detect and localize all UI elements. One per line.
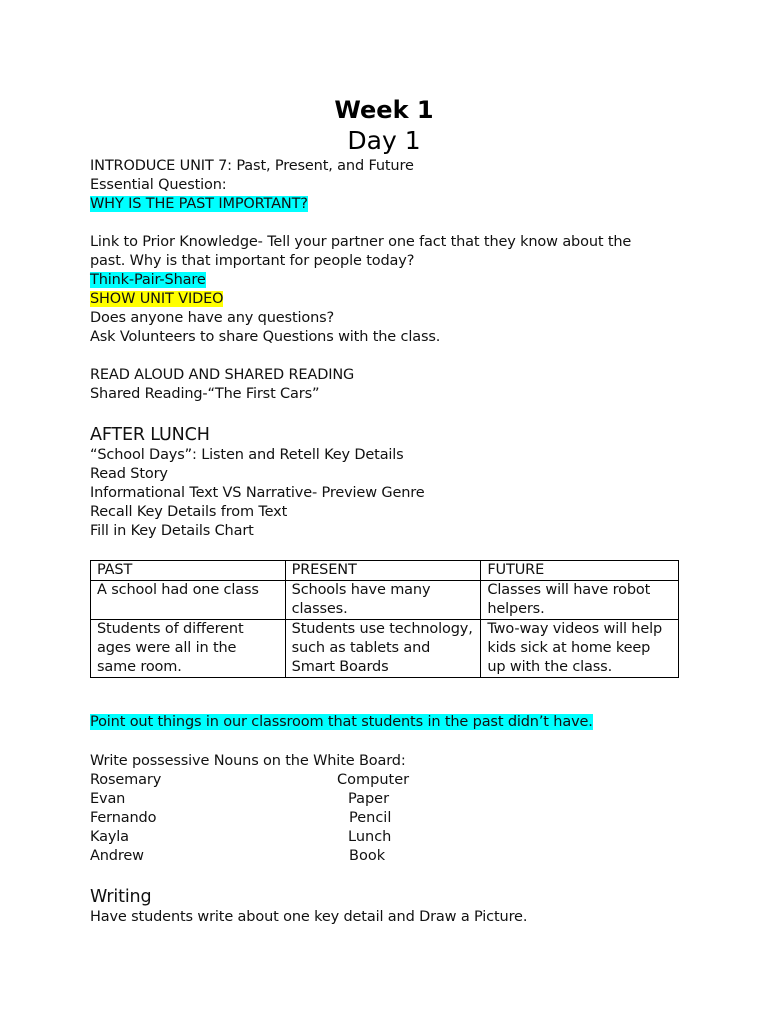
read-aloud-title: READ ALOUD AND SHARED READING bbox=[90, 367, 355, 383]
unit-intro: INTRODUCE UNIT 7: Past, Present, and Future bbox=[90, 158, 414, 174]
column-header-present: PRESENT bbox=[285, 561, 481, 581]
writing-heading: Writing bbox=[90, 887, 152, 907]
think-pair-share: Think-Pair-Share bbox=[90, 272, 206, 288]
week-title: Week 1 bbox=[334, 96, 434, 124]
noun-name: Kayla bbox=[90, 829, 129, 845]
table-cell: Two-way videos will help kids sick at home keep up with the class. bbox=[481, 620, 679, 678]
noun-thing: Computer bbox=[337, 772, 410, 788]
after-lunch-item: Fill in Key Details Chart bbox=[90, 523, 254, 539]
column-header-future: FUTURE bbox=[481, 561, 679, 581]
questions-line: Does anyone have any questions? bbox=[90, 310, 335, 326]
day-title: Day 1 bbox=[347, 126, 421, 155]
table-row bbox=[91, 581, 679, 620]
table-cell: Students of different ages were all in the same room. bbox=[91, 620, 286, 678]
prior-knowledge-line-2: past. Why is that important for people today? bbox=[90, 253, 415, 269]
essential-question-label: Essential Question: bbox=[90, 177, 227, 193]
after-lunch-item: Recall Key Details from Text bbox=[90, 504, 288, 520]
after-lunch-item: Informational Text VS Narrative- Preview Genre bbox=[90, 485, 425, 501]
after-lunch-item: Read Story bbox=[90, 466, 168, 482]
writing-text: Have students write about one key detail and Draw a Picture. bbox=[90, 909, 528, 925]
shared-reading: Shared Reading-“The First Cars” bbox=[90, 386, 320, 402]
noun-thing: Pencil bbox=[349, 810, 392, 826]
after-lunch-item: “School Days”: Listen and Retell Key Details bbox=[90, 447, 404, 463]
table-cell: Schools have many classes. bbox=[285, 581, 481, 620]
show-unit-video: SHOW UNIT VIDEO bbox=[90, 291, 224, 307]
table-row bbox=[91, 620, 679, 678]
table-cell: Students use technology, such as tablets and Smart Boards bbox=[285, 620, 481, 678]
noun-name: Rosemary bbox=[90, 772, 162, 788]
noun-thing: Book bbox=[349, 848, 386, 864]
noun-name: Andrew bbox=[90, 848, 144, 864]
table-header-row bbox=[91, 561, 679, 581]
volunteers-line: Ask Volunteers to share Questions with the class. bbox=[90, 329, 441, 345]
noun-thing: Paper bbox=[348, 791, 390, 807]
prior-knowledge-line-1: Link to Prior Knowledge- Tell your partner one fact that they know about the bbox=[90, 234, 632, 250]
possessive-title: Write possessive Nouns on the White Board: bbox=[90, 753, 406, 769]
noun-thing: Lunch bbox=[348, 829, 392, 845]
point-out-line: Point out things in our classroom that students in the past didn’t have. bbox=[90, 714, 593, 730]
table-cell: Classes will have robot helpers. bbox=[481, 581, 679, 620]
key-details-chart bbox=[90, 560, 679, 678]
noun-name: Fernando bbox=[90, 810, 157, 826]
noun-name: Evan bbox=[90, 791, 126, 807]
column-header-past: PAST bbox=[91, 561, 286, 581]
after-lunch-heading: AFTER LUNCH bbox=[90, 425, 210, 445]
table-cell: A school had one class bbox=[91, 581, 286, 620]
essential-question: WHY IS THE PAST IMPORTANT? bbox=[90, 196, 308, 212]
